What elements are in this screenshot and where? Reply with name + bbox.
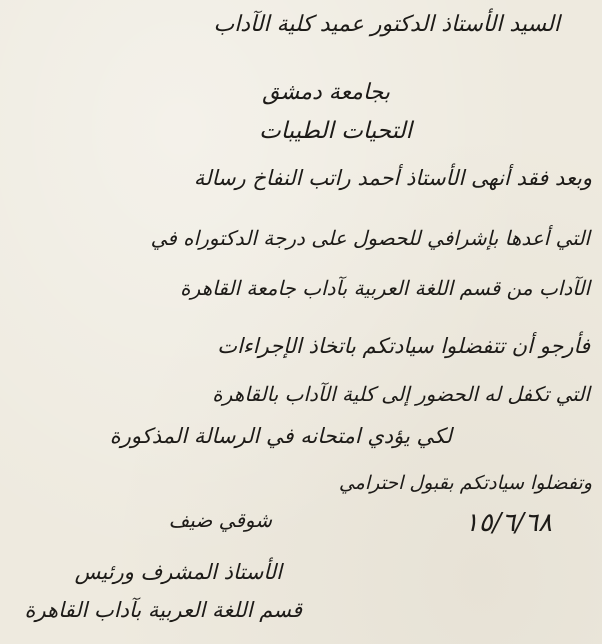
body-line-5: التي تكفل له الحضور إلى كلية الآداب بالقاهرة [212,382,590,406]
body-line-4: فأرجو أن تتفضلوا سيادتكم باتخاذ الإجراءات [217,334,590,358]
body-line-3: الآداب من قسم اللغة العربية بآداب جامعة القاهرة [180,276,590,300]
signature-name: شوقي ضيف [168,508,272,532]
closing-line: وتفضلوا سيادتكم بقبول احترامي [338,472,592,494]
body-line-6: لكي يؤدي امتحانه في الرسالة المذكورة [109,424,452,448]
letter-date: ١٥/٦/٦٨ [464,508,552,538]
addressee-line: السيد الأستاذ الدكتور عميد كلية الآداب [213,12,560,37]
greeting: التحيات الطيبات [259,118,412,144]
body-line-2: التي أعدها بإشرافي للحصول على درجة الدكتوراه في [150,226,590,250]
body-line-1: وبعد فقد أنهى الأستاذ أحمد راتب النفاخ رسالة [193,166,592,190]
signer-department: قسم اللغة العربية بآداب القاهرة [24,598,302,622]
addressee-university: بجامعة دمشق [262,80,390,105]
signer-title: الأستاذ المشرف ورئيس [74,560,282,584]
